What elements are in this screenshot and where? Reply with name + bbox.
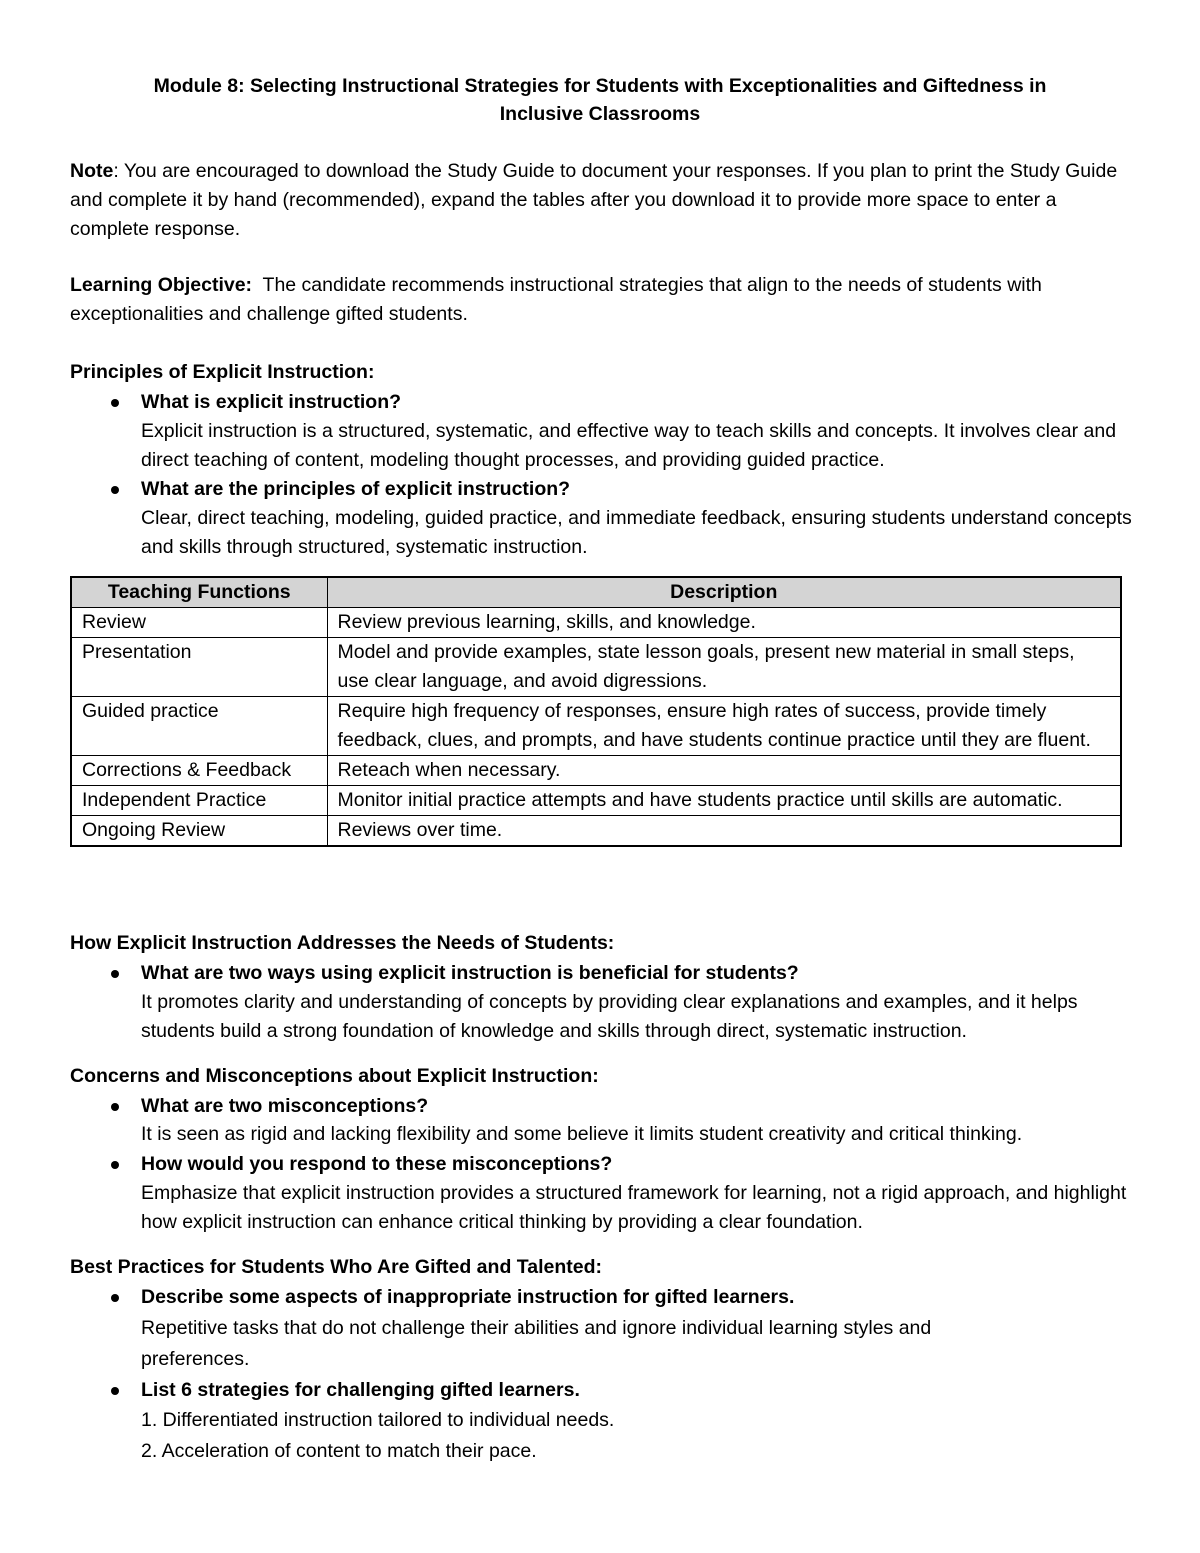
principles-question-1: What is explicit instruction?	[141, 391, 402, 413]
principles-question-2: What are the principles of explicit instruction?	[141, 478, 571, 500]
gifted-question-1: Describe some aspects of inappropriate instruction for gifted learners.	[141, 1286, 795, 1308]
needs-answer-1: It promotes clarity and understanding of concepts by providing clear explanations and examples, and it helps students build a strong foundation of knowledge and skills through direct, systematic instruction.	[141, 991, 1078, 1042]
note-label: Note	[70, 160, 114, 182]
gifted-heading: Best Practices for Students Who Are Gifted and Talented:	[70, 1256, 602, 1278]
table-row	[71, 756, 1121, 786]
function-cell: Guided practice	[71, 697, 327, 756]
concerns-question-1: What are two misconceptions?	[141, 1095, 429, 1117]
column-header-description: Description	[327, 577, 1121, 608]
table-header-row	[71, 577, 1121, 608]
bullet-icon	[108, 1158, 122, 1172]
objective-paragraph	[70, 271, 1130, 329]
gifted-answer-1: Repetitive tasks that do not challenge their abilities and ignore individual learning styles and preferences.	[141, 1317, 932, 1370]
needs-heading: How Explicit Instruction Addresses the Needs of Students:	[70, 932, 615, 954]
gifted-strategy-2: 2. Acceleration of content to match their pace.	[141, 1440, 537, 1462]
function-cell: Presentation	[71, 638, 327, 697]
bullet-icon	[108, 396, 122, 410]
bullet-icon	[108, 1100, 122, 1114]
function-cell: Corrections & Feedback	[71, 756, 327, 786]
function-cell: Review	[71, 608, 327, 638]
description-cell: Monitor initial practice attempts and have students practice until skills are automatic.	[327, 786, 1121, 816]
page-title	[70, 72, 1130, 128]
principles-heading: Principles of Explicit Instruction:	[70, 361, 375, 383]
description-cell: Reviews over time.	[327, 816, 1121, 847]
description-cell: Model and provide examples, state lesson goals, present new material in small steps, use clear language, and avoid digressions.	[327, 638, 1121, 697]
needs-question-1: What are two ways using explicit instruction is beneficial for students?	[141, 962, 799, 984]
principles-answer-1: Explicit instruction is a structured, systematic, and effective way to teach skills and concepts. It involves clear and direct teaching of content, modeling thought processes, and providing guided practice.	[141, 420, 1117, 471]
function-cell: Independent Practice	[71, 786, 327, 816]
table-row	[71, 697, 1121, 756]
teaching-functions-table	[70, 576, 1122, 847]
bullet-icon	[108, 483, 122, 497]
table-row	[71, 786, 1121, 816]
description-cell: Require high frequency of responses, ensure high rates of success, provide timely feedback, clues, and prompts, and have students continue practice until they are fluent.	[327, 697, 1121, 756]
gifted-question-2: List 6 strategies for challenging gifted learners.	[141, 1379, 580, 1401]
objective-label: Learning Objective:	[70, 274, 253, 296]
bullet-icon	[108, 967, 122, 981]
function-cell: Ongoing Review	[71, 816, 327, 847]
column-header-teaching-functions: Teaching Functions	[71, 577, 327, 608]
description-cell: Reteach when necessary.	[327, 756, 1121, 786]
title-line-2: Inclusive Classrooms	[499, 103, 701, 125]
bullet-icon	[108, 1384, 122, 1398]
concerns-question-2: How would you respond to these misconceptions?	[141, 1153, 613, 1175]
principles-answer-2: Clear, direct teaching, modeling, guided practice, and immediate feedback, ensuring students understand concepts and skills through structured, systematic instruction.	[141, 507, 1132, 558]
title-line-1: Module 8: Selecting Instructional Strategies for Students with Exceptionalities and Giftedness in	[153, 75, 1047, 97]
bullet-icon	[108, 1291, 122, 1305]
note-text: : You are encouraged to download the Study Guide to document your responses. If you plan to print the Study Guide and complete it by hand (recommended), expand the tables after you download it to provide more space to enter a complete response.	[70, 160, 1118, 240]
table-row	[71, 608, 1121, 638]
note-paragraph	[70, 157, 1130, 244]
objective-text: The candidate recommends instructional strategies that align to the needs of students with exceptionalities and challenge gifted students.	[70, 274, 1048, 325]
table-row	[71, 638, 1121, 697]
table-row	[71, 816, 1121, 847]
concerns-answer-2: Emphasize that explicit instruction provides a structured framework for learning, not a rigid approach, and highlight how explicit instruction can enhance critical thinking by providing a clear foundation.	[141, 1182, 1127, 1233]
concerns-heading: Concerns and Misconceptions about Explicit Instruction:	[70, 1065, 599, 1087]
description-cell: Review previous learning, skills, and knowledge.	[327, 608, 1121, 638]
gifted-strategy-1: 1. Differentiated instruction tailored to individual needs.	[141, 1409, 615, 1431]
concerns-answer-1: It is seen as rigid and lacking flexibility and some believe it limits student creativity and critical thinking.	[141, 1123, 1023, 1145]
